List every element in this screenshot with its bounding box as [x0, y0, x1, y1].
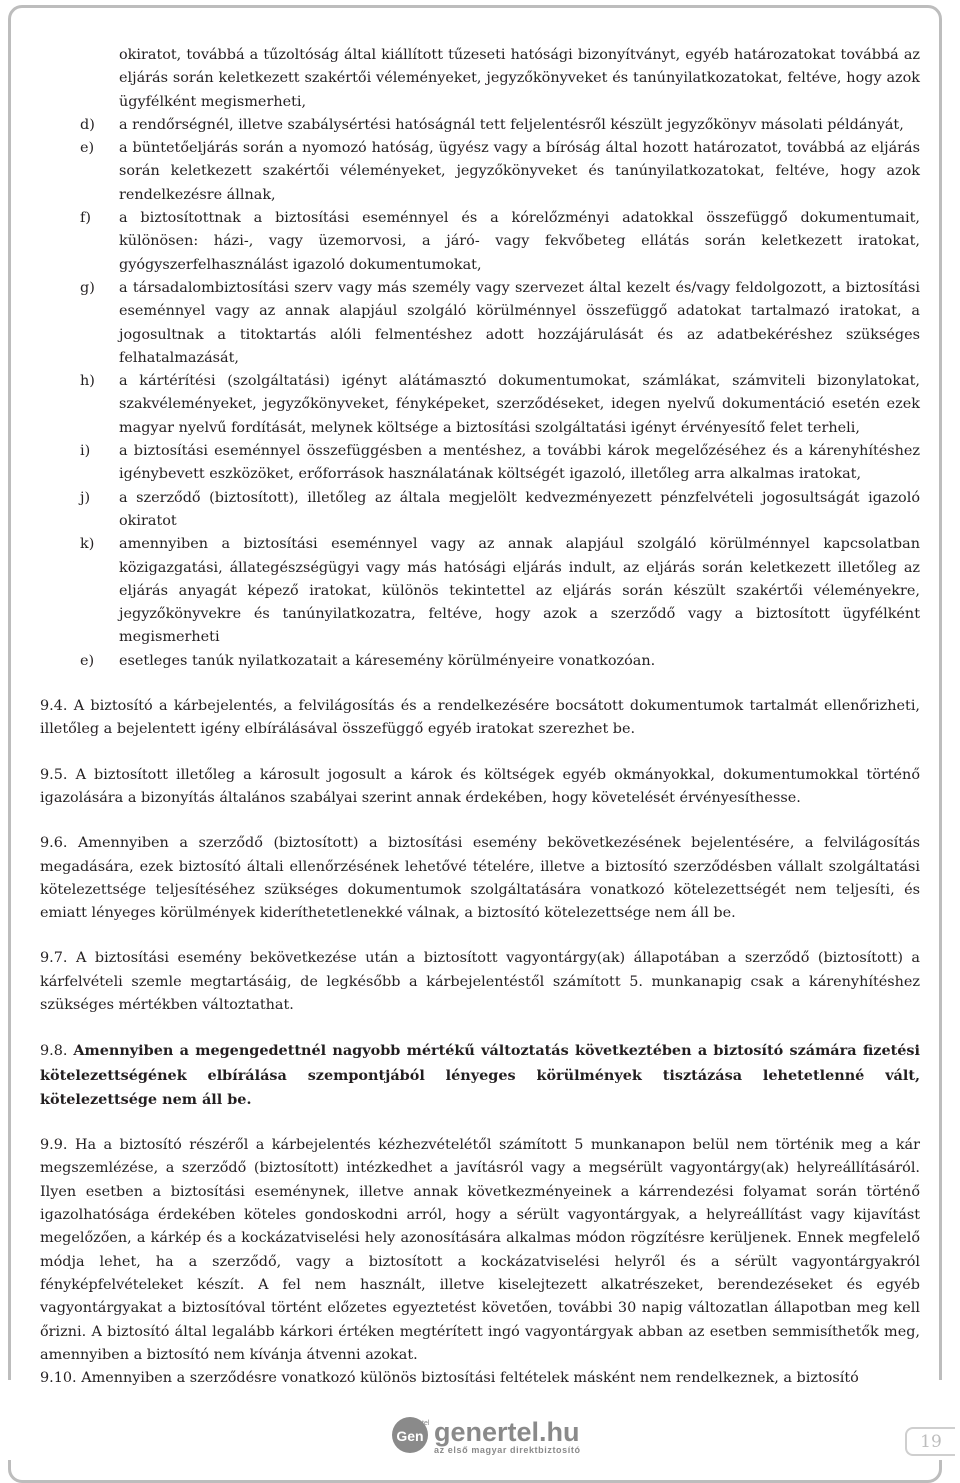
paragraph-text: Amennyiben a szerződő (biztosított) a biztosítási esemény bekövetkezésének bejelentésére, a felvilágosítás megadására, ezek biztosító általi ellenőrzésének lehetővé tételére, illetve a biztosító szerződésben vállalt szolgáltatási kötelezettsége teljesítéséhez szükséges dokumentumok szolgáltatására vonatkozó kötelezettségét nem teljesíti, és emiatt lényeges körülmények kideríthetetlenekké válnak, a biztosító kötelezettsége nem áll be.	[40, 835, 920, 922]
paragraph-text: A biztosított illetőleg a károsult jogosult a károk és költségek egyéb okmányokkal, dokumentumokkal történő igazolására a bizonyítás általános szabályai szerint annak érdekében, hogy követelését érvényesíthesse.	[40, 766, 920, 806]
paragraph-9-7	[40, 947, 920, 1017]
list-letter: g)	[80, 279, 95, 296]
list-letter: j)	[80, 489, 91, 506]
logo-brand: genertel.hu	[434, 1417, 580, 1447]
genertel-logo	[390, 1413, 640, 1456]
paragraph-9-4	[40, 695, 920, 742]
list-item	[40, 277, 920, 370]
paragraph-9-8	[40, 1039, 920, 1112]
list-text: a büntetőeljárás során a nyomozó hatóság, ügyész vagy a bíróság által hozott határozatot, továbbá az eljárás során keletkezett szakértői véleményeket, jegyzőkönyveket és tanúnyilatkozatokat, feltéve, hogy azok rendelkezésre állnak,	[119, 140, 920, 203]
list-item	[40, 137, 920, 207]
logo-badge: Gen	[396, 1428, 424, 1444]
list-item	[40, 207, 920, 277]
list-text: a rendőrségnél, illetve szabálysértési hatóságnál tett feljelentésről készült jegyzőkönyv másolati példányát,	[119, 116, 904, 133]
paragraph-9-10	[40, 1367, 920, 1390]
list-text: a kártérítési (szolgáltatási) igényt alátámasztó dokumentumokat, számlákat, számviteli bizonylatokat, szakvéleményeket, jegyzőkönyveket, fényképeket, szerződéseket, idegen nyelvű dokumentáció esetén ezek magyar nyelvű fordítását, melynek költsége a biztosítási szolgáltatási igényt érvényesítő felet terheli,	[119, 373, 920, 436]
paragraph-number: 9.9.	[40, 1137, 68, 1154]
list-item	[40, 487, 920, 534]
paragraph-text: Ha a biztosító részéről a kárbejelentés kézhezvételétől számított 5 munkanapon belül nem történik meg a kár megszemlézése, a szerződő (biztosított) intézkedhet a javításról vagy a megsérült vagyontárgy(ak) helyreállításáról. Ilyen esetben a biztosítási eseménynek, illetve annak következményeinek a kárrendezési folyamat során történő igazolhatósága érdekében köteles gondoskodni arról, hogy a sérült vagyontárgyak, a helyreállítást vagy kijavítást megelőzően, a kárkép és a kockázatviselési hely azonosítására alkalmas módon rögzítésre kerüljenek. Ennek megfelelő módja lehet, ha a szerződő, vagy a biztosított a kockázatviselési helyről és a sérült vagyontárgyakról fényképfelvételeket készít. A fel nem használt, illetve kiselejtezett alkatrészeket, berendezéseket és egyéb vagyontárgyakat a biztosítóval történt előzetes egyeztetést követően, további 30 napig változatlan állapotban meg kell őrizni. A biztosító által legalább kárkori értéken megtérített ingó vagyontárgyak abban az esetben semmisíthetők meg, amennyiben a biztosító nem kívánja átvenni azokat.	[40, 1137, 920, 1363]
list-item	[40, 533, 920, 649]
page-number: 19	[905, 1427, 955, 1456]
paragraph-number: 9.8.	[40, 1043, 68, 1060]
list-letter: e)	[80, 140, 95, 157]
list-letter: k)	[80, 536, 95, 553]
document-body	[40, 44, 920, 1390]
paragraph-number: 9.5.	[40, 766, 68, 783]
list-item	[40, 370, 920, 440]
paragraph-number: 9.4.	[40, 698, 68, 715]
list-text: amennyiben a biztosítási eseménnyel vagy az annak alapjául szolgáló körülménnyel kapcsolatban közigazgatási, állategészségügyi vagy más hatósági eljárás indult, az eljárás során keletkezett illetőleg az eljárás anyagát képező iratokat, különös tekintettel az eljárás során készült szakértői véleményekre, jegyzőkönyvekre és tanúnyilatkozatra, feltéve, hogy azok a szerződő vagy a biztosított ügyfélként megismerheti	[119, 536, 920, 646]
list-letter: e)	[80, 652, 95, 669]
document-list	[40, 114, 920, 673]
paragraph-number: 9.6.	[40, 835, 68, 852]
list-text: a biztosítottnak a biztosítási eseménnyel és a kórelőzményi adatokkal összefüggő dokumentumait, különösen: házi-, vagy üzemorvosi, a járó- vagy fekvőbeteg ellátás során keletkezett iratokat, gyógyszerfelhasználást igazoló dokumentumokat,	[119, 210, 920, 273]
paragraph-text-bold: Amennyiben a megengedettnél nagyobb mértékű változtatás következtében a biztosító számára fizetési kötelezettségének elbírálása szempontjából lényeges körülmények tisztázása lehetetlenné vált, kötelezettsége nem áll be.	[40, 1042, 920, 1108]
list-text: a biztosítási eseménnyel összefüggésben a mentéshez, a további károk megelőzéséhez és a kárenyhítéshez igénybevett eszközöket, erőforrások használatának költségét igazoló, illetőleg arra alkalmas iratokat,	[119, 443, 920, 483]
logo-slogan: az első magyar direktbiztosító	[434, 1445, 581, 1455]
paragraph-number: 9.7.	[40, 950, 68, 967]
list-text: esetleges tanúk nyilatkozatait a káresemény körülményeire vonatkozóan.	[119, 652, 656, 669]
list-letter: h)	[80, 373, 95, 390]
list-text: a szerződő (biztosított), illetőleg az általa megjelölt kedvezményezett pénzfelvételi jogosultságát igazoló okiratot	[119, 489, 920, 529]
list-item	[40, 440, 920, 487]
paragraph-text: A biztosítási esemény bekövetkezése után a biztosított vagyontárgy(ak) állapotában a szerződő (biztosított) a kárfelvételi szemle megtartásáig, de legkésőbb a kárbejelentéstől számított 5. munkanapig csak a kárenyhítéshez szükséges mértékben változtathat.	[40, 950, 921, 1013]
list-letter: d)	[80, 116, 95, 133]
list-item	[40, 650, 920, 673]
list-letter: i)	[80, 443, 91, 460]
paragraph-9-6	[40, 832, 920, 925]
list-text: a társadalombiztosítási szerv vagy más személy vagy szervezet által kezelt és/vagy feldolgozott, a biztosítási eseménnyel vagy az annak alapjául szolgáló körülménnyel összefüggő adatokat tartalmazó iratokat, a jogosultnak a titoktartás alóli felmentéshez adott hozzájárulását és az adatbekéréshez szükséges felhatalmazását,	[119, 279, 920, 366]
logo-tm: tel	[422, 1420, 430, 1427]
paragraph-text: A biztosító a kárbejelentés, a felvilágosítás és a rendelkezésére bocsátott dokumentumok tartalmát ellenőrizheti, illetőleg a bejelentett igény elbírálásával összefüggő egyéb iratokat szerezhet be.	[40, 698, 920, 738]
list-item	[40, 114, 920, 137]
list-continuation: okiratot, továbbá a tűzoltóság által kiállított tűzeseti hatósági bizonyítványt, egyéb határozatokat továbbá az eljárás során keletkezett szakértői véleményeket, jegyzőkönyveket és tanúnyilatkozatokat, feltéve, hogy azok ügyfélként megismerheti,	[119, 47, 920, 110]
paragraph-9-5	[40, 764, 920, 811]
list-letter: f)	[80, 210, 91, 227]
paragraph-text: Amennyiben a szerződésre vonatkozó különös biztosítási feltételek másként nem rendelkeznek, a biztosító	[81, 1370, 859, 1387]
paragraph-number: 9.10.	[40, 1370, 77, 1387]
paragraph-9-9	[40, 1134, 920, 1367]
